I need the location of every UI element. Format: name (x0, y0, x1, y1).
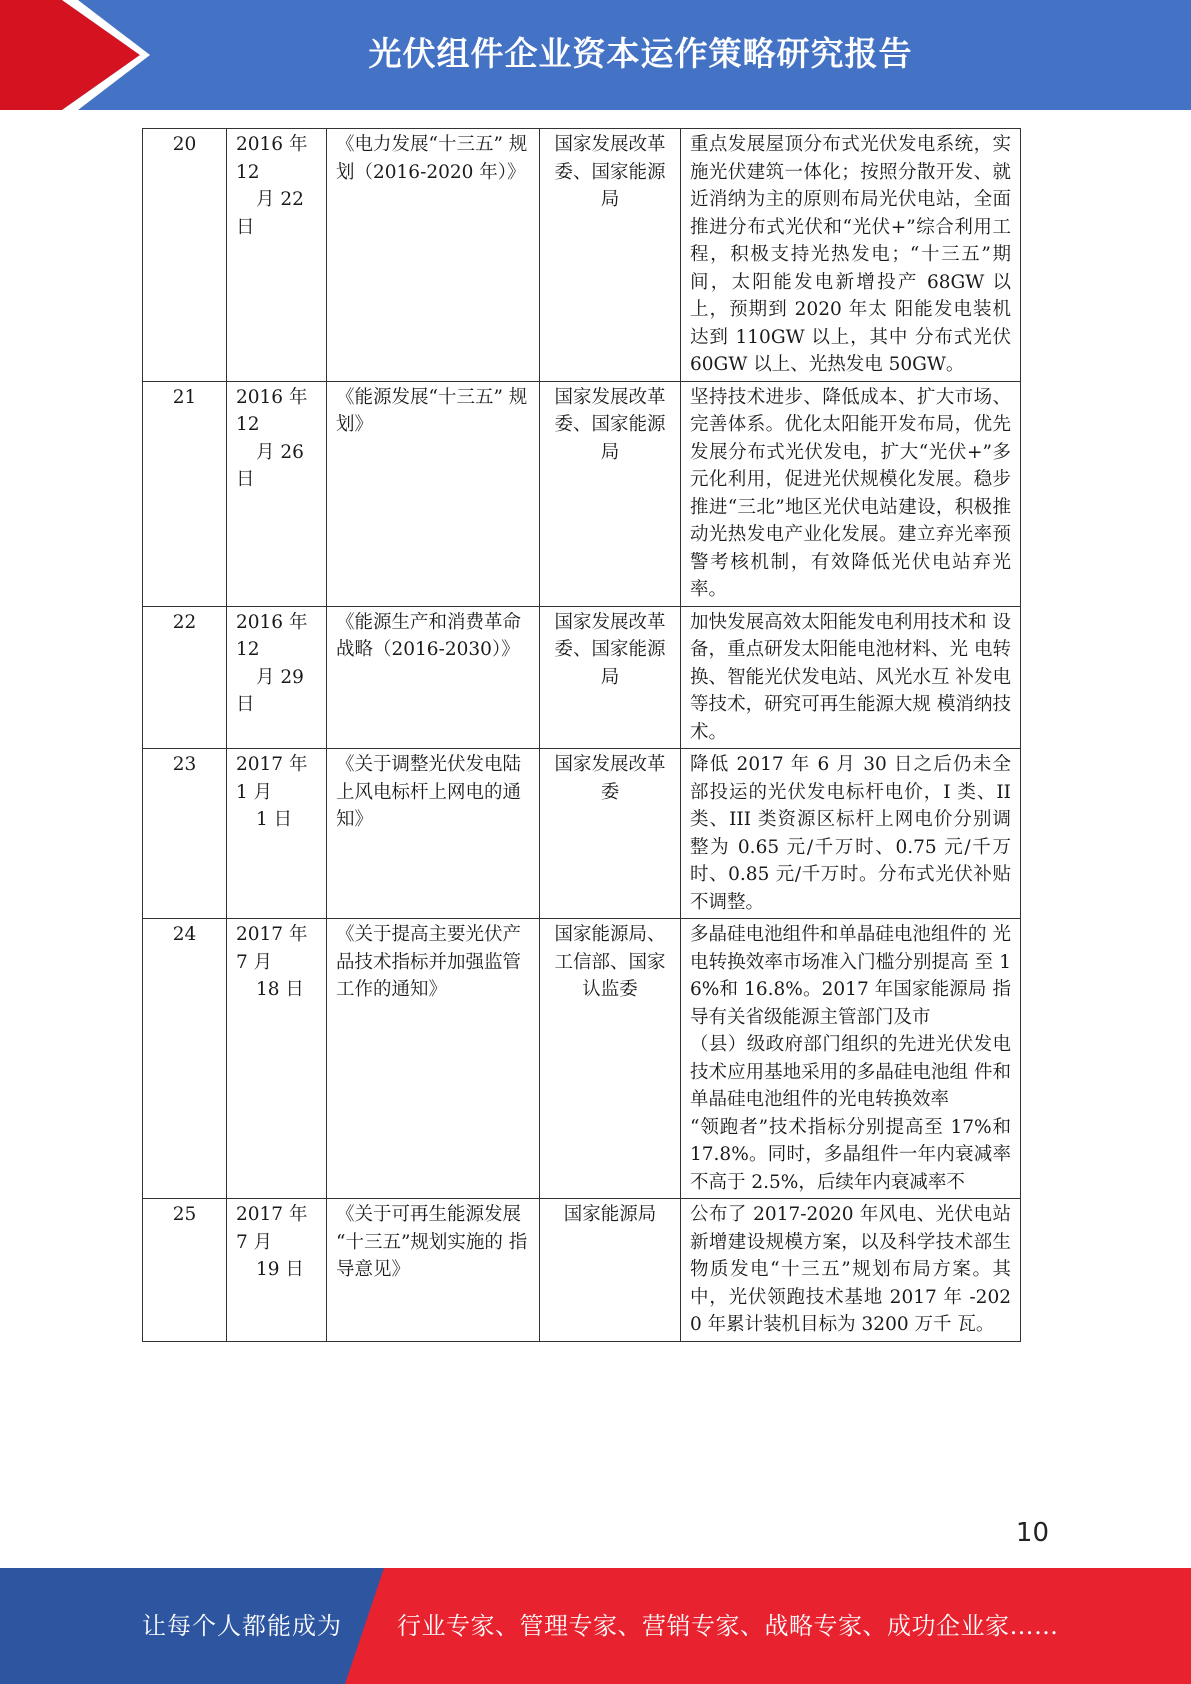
footer-slogan-left: 让每个人都能成为 (142, 1612, 342, 1640)
issue-date (227, 919, 327, 1199)
issuing-department: 国家发展改革委、国家能源局 (540, 606, 681, 749)
policy-title: 《关于提高主要光伏产 品技术指标并加强监管 工作的通知》 (327, 919, 540, 1199)
table-row (143, 1199, 1021, 1342)
date-part: 2017 年 (236, 924, 308, 945)
footer-slogan-right: 行业专家、管理专家、营销专家、战略专家、成功企业家…… (397, 1612, 1059, 1640)
footer-band (0, 1568, 1191, 1684)
date-part: 月 29 (256, 666, 304, 688)
page-title: 光伏组件企业资本运作策略研究报告 (368, 34, 913, 73)
date-part: 2017 年 (236, 754, 308, 775)
header-chevron-icon (0, 0, 150, 110)
table-row (143, 919, 1021, 1199)
content-paragraph: 降低 2017 年 6 月 30 日之后仍未全部投运的光伏发电标杆电价，I 类、II 类、III 类资源区标杆上网电价分别调整为 0.65 元/千万时、0.75 元/千万时、0.85 元/千万时。分布式光伏补贴不调整。 (690, 754, 1011, 913)
issue-date (227, 129, 327, 382)
date-part: 1 日 (256, 809, 293, 830)
table-row (143, 606, 1021, 749)
date-part: 18 日 (256, 979, 304, 1000)
date-part: 月 22 (256, 189, 304, 210)
policy-title: 《关于调整光伏发电陆 上风电标杆上网电的通 知》 (327, 749, 540, 919)
issuing-department: 国家发展改革委、国家能源局 (540, 129, 681, 382)
policy-content (681, 129, 1021, 382)
policy-content (681, 749, 1021, 919)
date-part: 2016 年 (236, 611, 308, 633)
row-number: 25 (143, 1199, 227, 1342)
page-number: 10 (1015, 1518, 1049, 1548)
issue-date (227, 749, 327, 919)
date-part: 12 (236, 414, 260, 435)
row-number: 20 (143, 129, 227, 382)
date-part: 12 (236, 161, 260, 183)
row-number: 21 (143, 381, 227, 606)
date-part: 日 (236, 216, 255, 238)
date-part: 月 26 (256, 441, 304, 463)
content-paragraph: 加快发展高效太阳能发电利用技术和 设备，重点研发太阳能电池材料、光 电转换、智能光伏发电站、风光水互 补发电等技术，研究可再生能源大规 模消纳技术。 (690, 611, 1011, 743)
date-part: 12 (236, 639, 260, 660)
date-part: 1 月 (236, 781, 273, 803)
row-number: 22 (143, 606, 227, 749)
policy-content (681, 919, 1021, 1199)
policy-content (681, 381, 1021, 606)
date-part: 2017 年 (236, 1204, 308, 1225)
policy-table (142, 128, 1021, 1342)
issue-date (227, 381, 327, 606)
content-paragraph: 公布了 2017-2020 年风电、光伏电站新增建设规模方案，以及科学技术部生物质发电“十三五”规划布局方案。其中，光伏领跑技术基地 2017 年 -2020 年累计装机目标为 3200 万千 瓦。 (690, 1204, 1011, 1335)
issuing-department: 国家发展改革委、国家能源局 (540, 381, 681, 606)
policy-content (681, 1199, 1021, 1342)
issuing-department: 国家能源局、工信部、国家认监委 (540, 919, 681, 1199)
content-paragraph: 多晶硅电池组件和单晶硅电池组件的 光电转换效率市场准入门槛分别提高 至 16%和 16.8%。2017 年国家能源局 指导有关省级能源主管部门及市 (690, 924, 1011, 1028)
content-paragraph: （县）级政府部门组织的先进光伏发电技术应用基地采用的多晶硅电池组 件和单晶硅电池组件的光电转换效率 (690, 1034, 1011, 1110)
issuing-department: 国家发展改革委 (540, 749, 681, 919)
date-part: 日 (236, 469, 255, 490)
table-row (143, 129, 1021, 382)
date-part: 7 月 (236, 1231, 273, 1253)
table-row (143, 749, 1021, 919)
row-number: 23 (143, 749, 227, 919)
policy-title: 《电力发展“十三五” 规划（2016-2020 年）》 (327, 129, 540, 382)
policy-title: 《关于可再生能源发展 “十三五”规划实施的 指导意见》 (327, 1199, 540, 1342)
date-part: 2016 年 (236, 134, 308, 155)
issue-date (227, 606, 327, 749)
issuing-department: 国家能源局 (540, 1199, 681, 1342)
policy-title: 《能源发展“十三五” 规划》 (327, 381, 540, 606)
policy-content (681, 606, 1021, 749)
content-paragraph: 重点发展屋顶分布式光伏发电系统，实施光伏建筑一体化；按照分散开发、就近消纳为主的原则布局光伏电站，全面推进分布式光伏和“光伏+”综合利用工程，积极支持光热发电；“十三五”期间，太阳能发电新增投产 68GW 以上，预期到 2020 年太 阳能发电装机达到 110GW 以上，其中 分布式光伏 60GW 以上、光热发电 50GW。 (690, 134, 1011, 375)
table-row (143, 381, 1021, 606)
date-part: 19 日 (256, 1259, 304, 1280)
content-paragraph: 坚持技术进步、降低成本、扩大市场、完善体系。优化太阳能开发布局，优先发展分布式光伏发电，扩大“光伏+”多元化利用，促进光伏规模化发展。稳步推进“三北”地区光伏电站建设，积极推动光热发电产业化发展。建立弃光率预警考核机制，有效降低光伏电站弃光率。 (690, 386, 1011, 600)
issue-date (227, 1199, 327, 1342)
content-paragraph: “领跑者”技术指标分别提高至 17%和 17.8%。同时，多晶组件一年内衰减率不高于 2.5%，后续年内衰减率不 (690, 1116, 1011, 1193)
policy-table-body (143, 129, 1021, 1342)
row-number: 24 (143, 919, 227, 1199)
date-part: 7 月 (236, 951, 273, 973)
header-band (0, 0, 1191, 110)
date-part: 日 (236, 694, 255, 715)
policy-title: 《能源生产和消费革命 战略（2016-2030）》 (327, 606, 540, 749)
date-part: 2016 年 (236, 386, 308, 408)
